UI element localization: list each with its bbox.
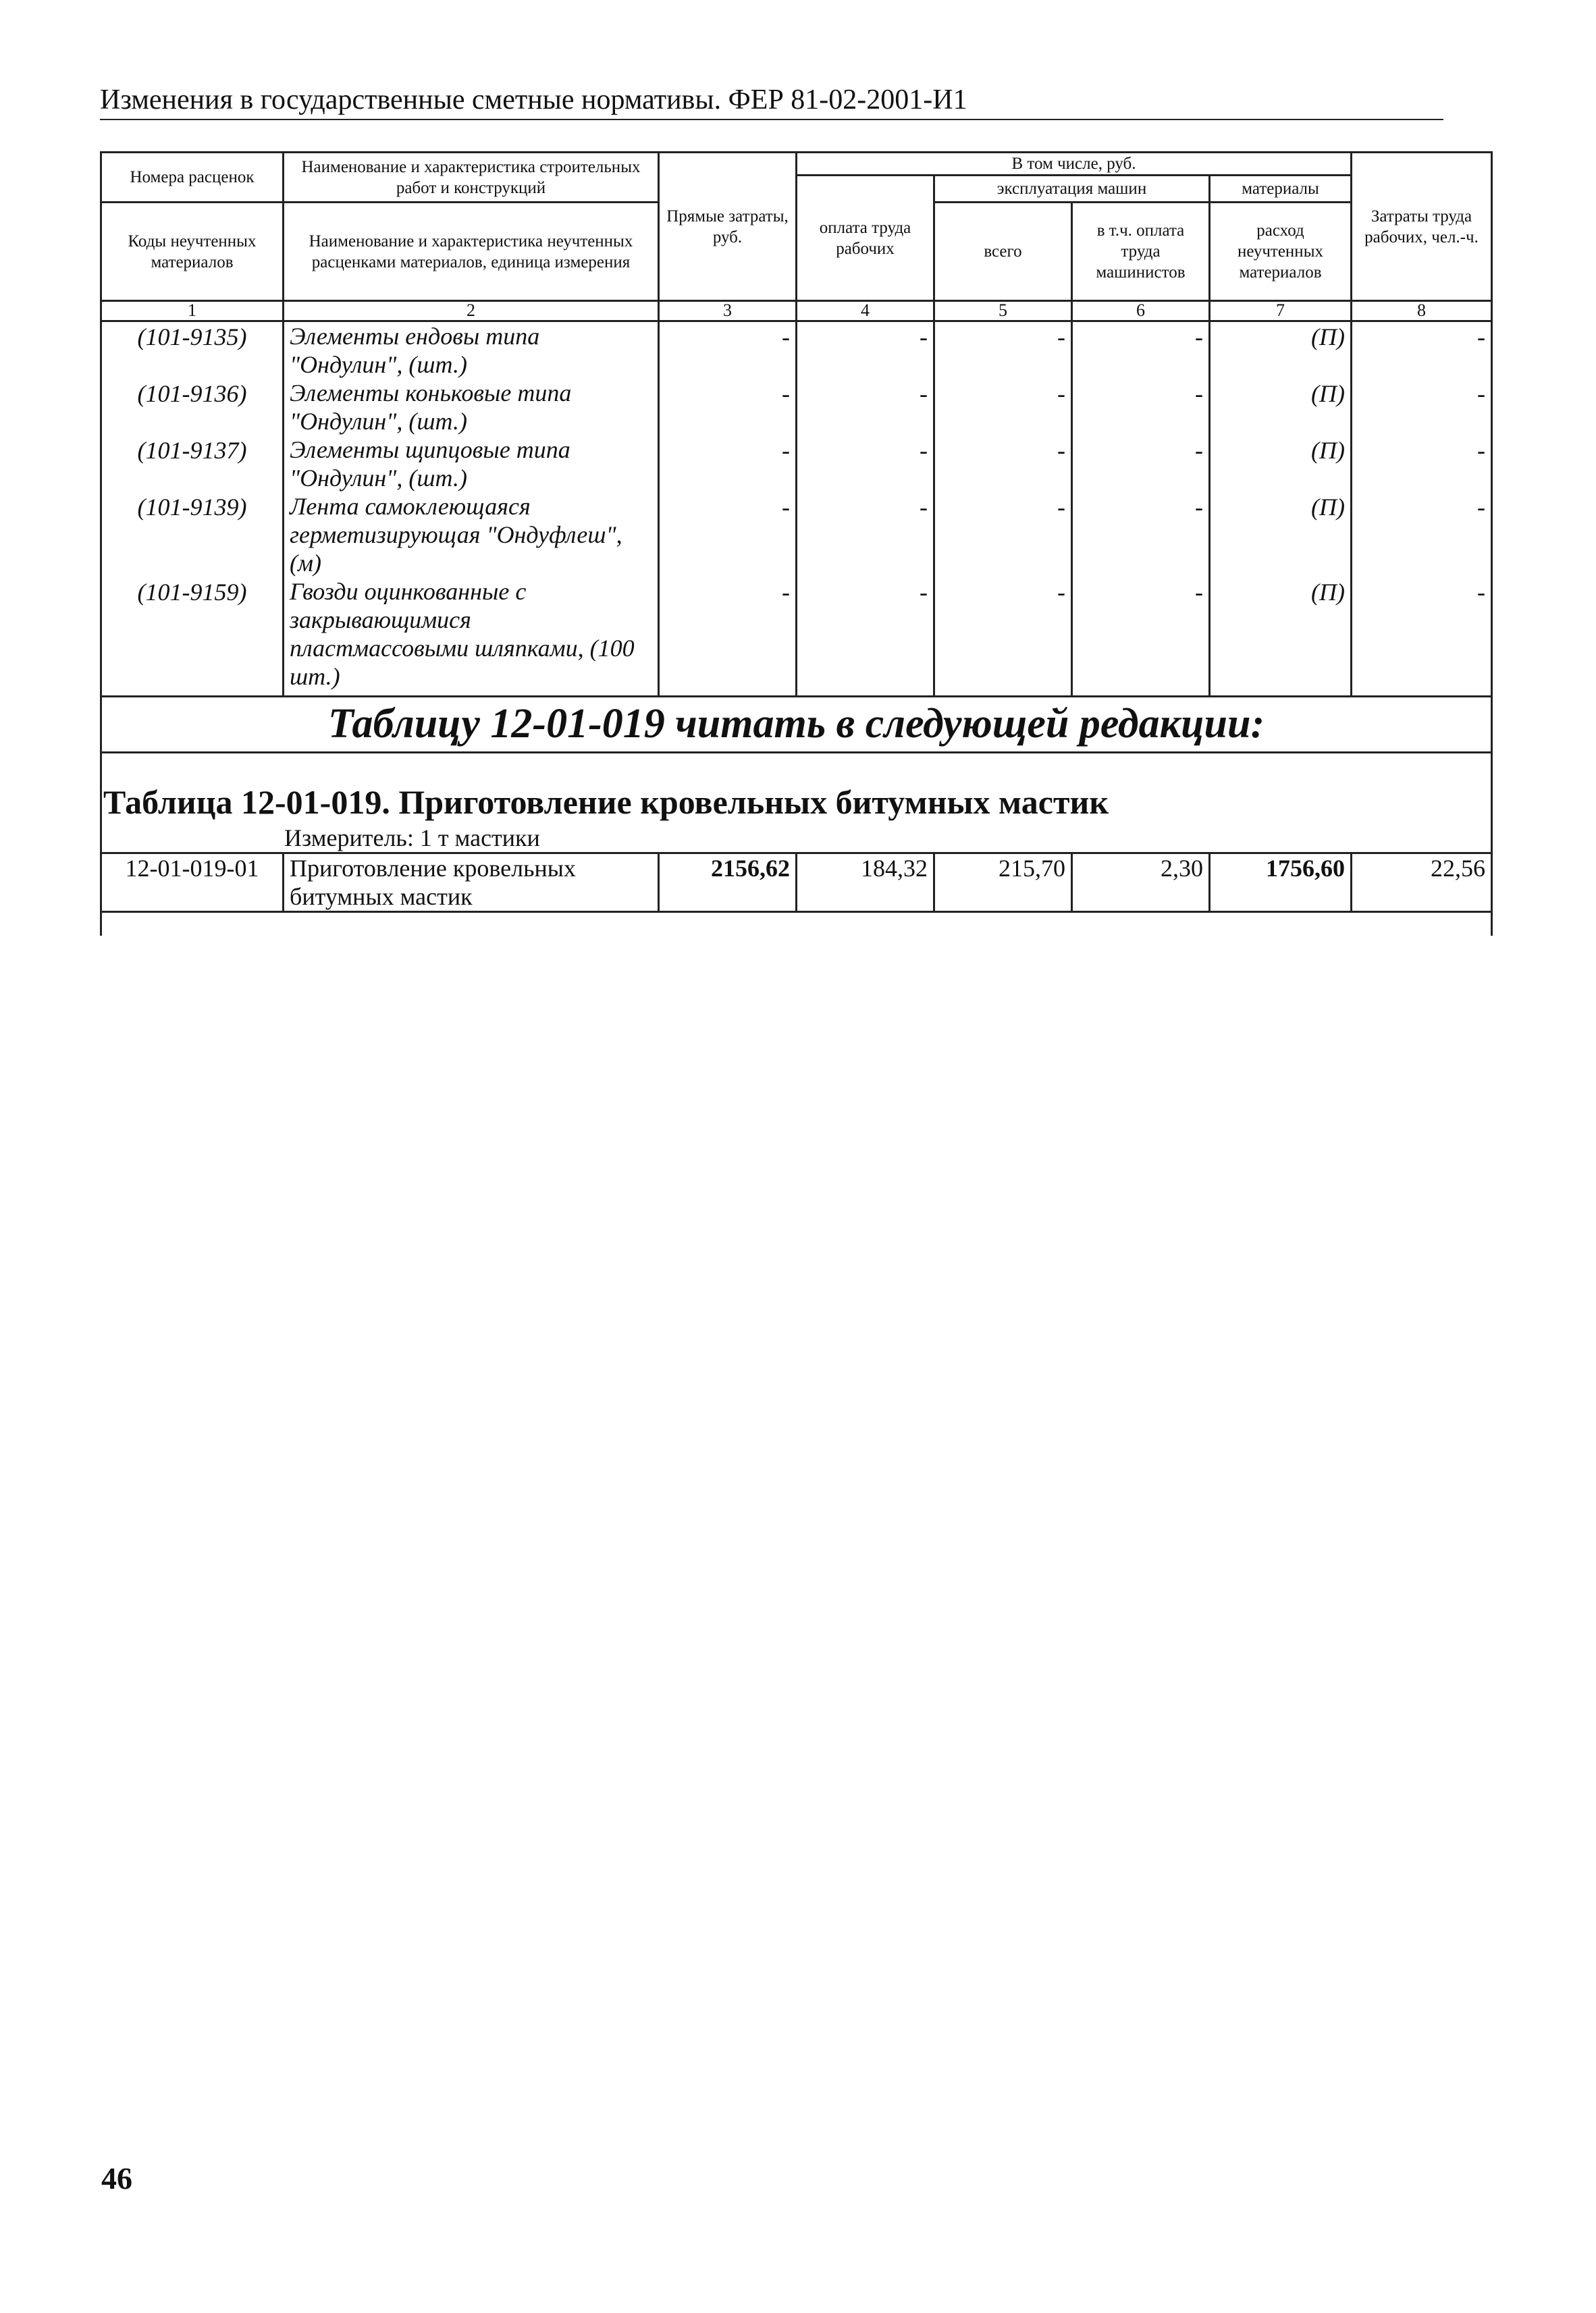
cell-machinists-pay: 2,30 bbox=[1072, 853, 1210, 911]
cell-direct-cost: 2156,62 bbox=[659, 853, 797, 911]
revision-banner: Таблицу 12-01-019 читать в следующей редакции: bbox=[101, 696, 1492, 752]
material-name: Элементы щипцовые типа "Ондулин", (шт.) bbox=[284, 435, 659, 492]
page-number: 46 bbox=[101, 2161, 132, 2196]
col-number: 4 bbox=[797, 301, 934, 321]
cell-direct-cost: - bbox=[659, 577, 797, 696]
col4-header: оплата труда рабочих bbox=[797, 176, 934, 301]
cell-machines-total: - bbox=[934, 577, 1072, 696]
material-code: (101-9137) bbox=[101, 435, 284, 492]
group-header: В том числе, руб. bbox=[797, 153, 1352, 176]
table-row bbox=[101, 435, 1492, 492]
rate-code: 12-01-019-01 bbox=[101, 853, 284, 911]
cell-direct-cost: - bbox=[659, 492, 797, 577]
col-number: 2 bbox=[284, 301, 659, 321]
cell-direct-cost: - bbox=[659, 321, 797, 379]
cell-materials: (П) bbox=[1210, 321, 1352, 379]
cell-labor-pay: - bbox=[797, 435, 934, 492]
cell-labor-hours: 22,56 bbox=[1352, 853, 1492, 911]
col1-top-header: Номера расценок bbox=[101, 153, 284, 203]
col7-header: расход неучтенных материалов bbox=[1210, 203, 1352, 301]
rate-name: Приготовление кровельных битумных мастик bbox=[284, 853, 659, 911]
cell-labor-pay: - bbox=[797, 577, 934, 696]
col-number: 5 bbox=[934, 301, 1072, 321]
cell-labor-hours: - bbox=[1352, 379, 1492, 435]
col-number: 8 bbox=[1352, 301, 1492, 321]
cell-labor-pay: 184,32 bbox=[797, 853, 934, 911]
col-number: 6 bbox=[1072, 301, 1210, 321]
material-name: Элементы коньковые типа "Ондулин", (шт.) bbox=[284, 379, 659, 435]
materials-header: материалы bbox=[1210, 176, 1352, 203]
cell-machines-total: 215,70 bbox=[934, 853, 1072, 911]
material-code: (101-9159) bbox=[101, 577, 284, 696]
cell-labor-pay: - bbox=[797, 492, 934, 577]
cell-materials: (П) bbox=[1210, 379, 1352, 435]
col-number: 3 bbox=[659, 301, 797, 321]
material-code: (101-9135) bbox=[101, 321, 284, 379]
col6-header: в т.ч. оплата труда машинистов bbox=[1072, 203, 1210, 301]
machines-header: эксплуатация машин bbox=[934, 176, 1210, 203]
table-row bbox=[101, 492, 1492, 577]
cell-machines-total: - bbox=[934, 321, 1072, 379]
rates-table bbox=[100, 151, 1493, 936]
cell-machines-total: - bbox=[934, 492, 1072, 577]
col5-header: всего bbox=[934, 203, 1072, 301]
cell-machines-total: - bbox=[934, 435, 1072, 492]
cell-materials: (П) bbox=[1210, 435, 1352, 492]
cell-labor-pay: - bbox=[797, 321, 934, 379]
col-number: 1 bbox=[101, 301, 284, 321]
cell-materials: 1756,60 bbox=[1210, 853, 1352, 911]
col8-header: Затраты труда рабочих, чел.-ч. bbox=[1352, 153, 1492, 301]
cell-machinists-pay: - bbox=[1072, 435, 1210, 492]
table-title: Таблица 12-01-019. Приготовление кровельных битумных мастик bbox=[103, 782, 1109, 821]
document-header: Изменения в государственные сметные нормативы. ФЕР 81-02-2001-И1 bbox=[100, 81, 1443, 120]
cell-machinists-pay: - bbox=[1072, 379, 1210, 435]
material-name: Лента самоклеющаяся герметизирующая "Ондуфлеш", (м) bbox=[284, 492, 659, 577]
cell-labor-pay: - bbox=[797, 379, 934, 435]
table-row bbox=[101, 577, 1492, 696]
measure-unit: Измеритель: 1 т мастики bbox=[284, 824, 540, 851]
cell-materials: (П) bbox=[1210, 577, 1352, 696]
table-row bbox=[101, 321, 1492, 379]
table-row bbox=[101, 853, 1492, 911]
material-name: Гвозди оцинкованные с закрывающимися пластмассовыми шляпками, (100 шт.) bbox=[284, 577, 659, 696]
cell-direct-cost: - bbox=[659, 435, 797, 492]
col2-bottom-header: Наименование и характеристика неучтенных расценками материалов, единица измерения bbox=[284, 203, 659, 301]
col3-header: Прямые затраты, руб. bbox=[659, 153, 797, 301]
cell-machines-total: - bbox=[934, 379, 1072, 435]
col-number: 7 bbox=[1210, 301, 1352, 321]
cell-machinists-pay: - bbox=[1072, 577, 1210, 696]
cell-machinists-pay: - bbox=[1072, 321, 1210, 379]
cell-labor-hours: - bbox=[1352, 577, 1492, 696]
material-code: (101-9139) bbox=[101, 492, 284, 577]
cell-labor-hours: - bbox=[1352, 492, 1492, 577]
material-code: (101-9136) bbox=[101, 379, 284, 435]
cell-materials: (П) bbox=[1210, 492, 1352, 577]
table-row bbox=[101, 379, 1492, 435]
material-name: Элементы ендовы типа "Ондулин", (шт.) bbox=[284, 321, 659, 379]
cell-direct-cost: - bbox=[659, 379, 797, 435]
cell-labor-hours: - bbox=[1352, 435, 1492, 492]
cell-labor-hours: - bbox=[1352, 321, 1492, 379]
col2-top-header: Наименование и характеристика строительных работ и конструкций bbox=[284, 153, 659, 203]
cell-machinists-pay: - bbox=[1072, 492, 1210, 577]
col1-bottom-header: Коды неучтенных материалов bbox=[101, 203, 284, 301]
